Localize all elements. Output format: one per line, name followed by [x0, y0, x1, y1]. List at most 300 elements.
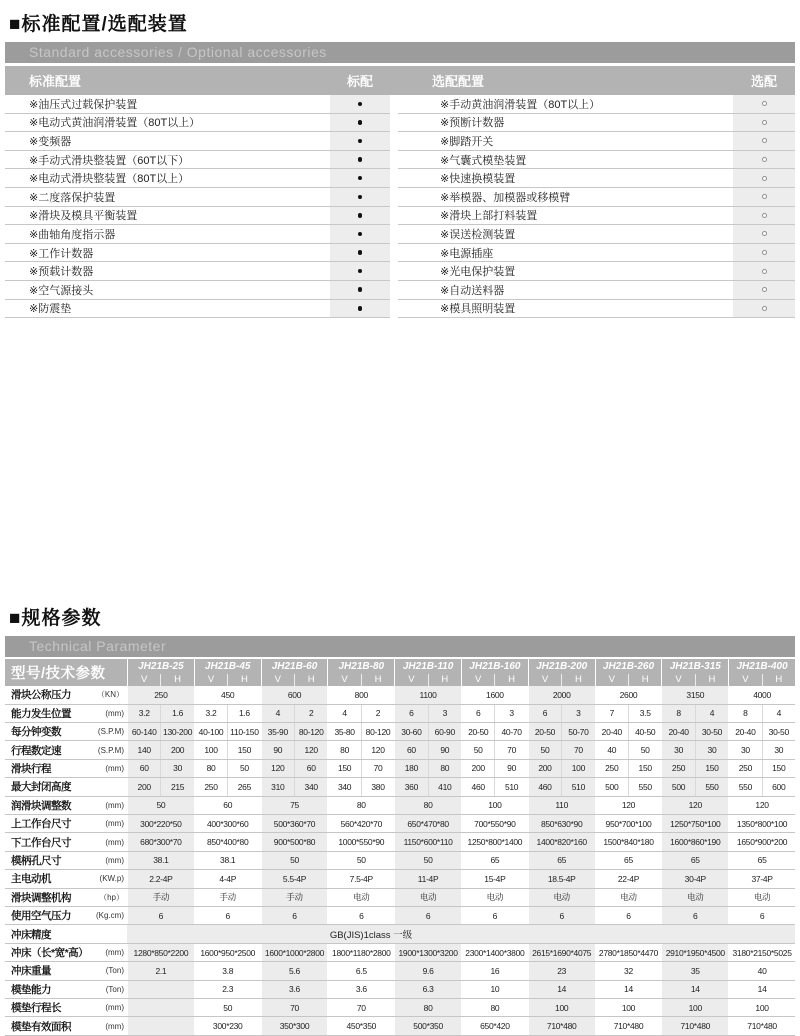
optional-item-row	[398, 225, 795, 244]
optional-mark-cell	[733, 207, 795, 225]
spec-row-label-cell	[5, 723, 127, 740]
value-cell: 6	[225, 910, 230, 921]
subcolumn-label: H	[762, 674, 795, 686]
model-value-block	[261, 907, 328, 924]
optional-item-row	[398, 281, 795, 300]
optional-item-row	[398, 244, 795, 263]
value-cell: 6	[359, 910, 364, 921]
optional-item-label: ※手动黄油润滑装置（80T以上）	[440, 98, 601, 111]
standard-mark-cell	[330, 169, 390, 187]
model-value-block	[661, 944, 728, 961]
model-value-block	[461, 870, 528, 887]
value-cell: 2910*1950*4500	[665, 947, 725, 958]
value-cell: 38.1	[153, 855, 169, 866]
value-cell-v: 7	[609, 708, 614, 719]
standard-item-label: ※滑块及模具平衡装置	[29, 210, 138, 223]
spec-row-label-cell	[5, 925, 127, 942]
model-value-block	[194, 962, 261, 979]
standard-item-row	[5, 188, 390, 207]
model-value-block	[528, 889, 595, 906]
value-cell: 1600	[486, 689, 504, 700]
model-value-block	[394, 723, 461, 740]
standard-items-list	[5, 95, 390, 318]
value-cell-h: 30	[695, 741, 728, 758]
spec-row	[5, 944, 795, 962]
value-cell: 100	[688, 1002, 702, 1013]
value-cell-h: 200	[160, 741, 193, 758]
value-cell: 6	[158, 910, 164, 921]
value-cell-h: 265	[227, 778, 260, 795]
model-value-block	[261, 1017, 328, 1034]
model-column-header	[394, 659, 461, 686]
spec-row-unit: (Ton)	[105, 984, 124, 994]
model-value-block	[661, 797, 728, 814]
model-value-block	[595, 686, 662, 703]
value-cell: 2000	[552, 689, 571, 700]
standard-item-row	[5, 95, 390, 114]
model-value-block	[127, 815, 194, 832]
value-cell-v: 80	[340, 745, 350, 756]
standard-mark-cell	[330, 300, 390, 318]
model-value-block	[127, 741, 194, 758]
model-value-block	[595, 889, 662, 906]
model-value-block	[461, 944, 528, 961]
model-name-label: JH21B-110	[402, 661, 454, 673]
value-cell: 600	[287, 689, 302, 700]
standard-dot-icon	[358, 213, 363, 218]
model-value-block	[261, 999, 328, 1016]
standard-mark-cell	[330, 188, 390, 206]
spec-row	[5, 999, 795, 1017]
value-cell: 电动	[687, 892, 704, 903]
value-cell-h: 3	[428, 705, 461, 722]
value-cell-v: 550	[738, 781, 753, 792]
model-value-block	[661, 760, 728, 777]
value-cell-v: 20-50	[534, 726, 556, 737]
optional-item-label: ※光电保护装置	[440, 266, 516, 279]
value-cell: 1280*850*2200	[133, 947, 189, 958]
optional-mark-cell	[733, 281, 795, 299]
model-value-block	[394, 944, 461, 961]
standard-item-label: ※空气源接头	[29, 284, 94, 297]
value-cell: 7.5-4P	[349, 873, 373, 884]
spec-row	[5, 907, 795, 925]
spec-row-label-cell	[5, 741, 127, 758]
subcolumn-label: V	[408, 674, 415, 686]
value-cell-h: 120	[361, 741, 394, 758]
value-cell-h: 90	[494, 760, 527, 777]
value-cell-v: 250	[671, 763, 686, 774]
value-cell: 1600*1000*2800	[264, 947, 325, 958]
optional-item-row	[398, 188, 795, 207]
optional-item-label: ※快速换模装置	[440, 173, 516, 186]
optional-mark-cell	[733, 244, 795, 262]
standard-dot-icon	[358, 102, 363, 107]
model-column-header	[327, 659, 394, 686]
model-value-block	[528, 686, 595, 703]
optional-circle-icon	[762, 120, 767, 125]
optional-circle-icon	[762, 287, 767, 292]
model-value-block	[327, 705, 394, 722]
value-cell: 1800*1180*2800	[332, 947, 391, 958]
spec-row-label-cell	[5, 1017, 127, 1034]
optional-circle-icon	[762, 306, 767, 311]
spec-row-label-cell	[5, 944, 127, 961]
value-cell: 1900*1300*3200	[398, 947, 458, 958]
value-cell-v: 40-100	[198, 726, 224, 737]
value-cell-v: 60	[139, 763, 149, 774]
model-value-block	[394, 760, 461, 777]
model-value-block	[194, 889, 261, 906]
vh-subheader	[262, 674, 328, 686]
spec-row-label: 滑块公称压力	[11, 689, 71, 702]
spec-row-label-cell	[5, 962, 127, 979]
value-cell: 65	[624, 855, 633, 866]
model-value-block	[327, 889, 394, 906]
model-value-block	[261, 760, 328, 777]
value-cell-h: 3	[494, 705, 527, 722]
value-cell-h: 90	[428, 741, 461, 758]
value-cell: 14	[757, 984, 767, 995]
value-cell: 450	[221, 689, 235, 700]
value-cell: 1600*860*190	[670, 837, 721, 848]
optional-mark-header: 选配	[750, 74, 777, 89]
vh-subheader	[462, 674, 528, 686]
spec-row-label: 主电动机	[11, 873, 51, 886]
value-cell: 18.5-4P	[547, 873, 576, 884]
spec-row	[5, 870, 795, 888]
model-value-block	[261, 797, 328, 814]
standard-item-row	[5, 262, 390, 281]
spec-row-unit: (mm)	[105, 948, 124, 958]
value-cell-h: 3.5	[628, 705, 661, 722]
value-cell: 2300*1400*3800	[465, 947, 525, 958]
value-cell: 37-4P	[751, 873, 773, 884]
model-value-block	[595, 741, 662, 758]
model-value-block	[127, 962, 194, 979]
spec-row-unit: （hp）	[99, 892, 124, 902]
model-value-block	[127, 981, 194, 998]
value-cell-h: 50-70	[561, 723, 594, 740]
value-cell: 5.6	[289, 965, 300, 976]
model-value-block	[194, 870, 261, 887]
spec-row-values	[127, 778, 795, 795]
model-value-block	[728, 1017, 795, 1034]
value-cell-v: 40	[607, 745, 617, 756]
value-cell: 14	[624, 984, 633, 995]
model-value-block	[461, 889, 528, 906]
model-value-block	[327, 907, 394, 924]
model-column-header	[528, 659, 595, 686]
value-cell: 2615*1690*4075	[532, 947, 592, 958]
model-value-block	[728, 686, 795, 703]
value-cell: 3.8	[222, 965, 234, 976]
model-value-block	[261, 705, 328, 722]
model-value-block	[595, 705, 662, 722]
value-cell: 650*470*80	[407, 818, 449, 829]
standard-mark-cell	[330, 132, 390, 150]
standard-item-row	[5, 114, 390, 133]
value-cell: 2780*1850*4470	[598, 947, 659, 958]
model-value-block	[261, 815, 328, 832]
model-value-block	[528, 999, 595, 1016]
model-value-block	[595, 962, 662, 979]
optional-mark-cell	[733, 188, 795, 206]
spec-row-values	[127, 833, 795, 850]
model-value-block	[595, 852, 662, 869]
model-value-block	[394, 741, 461, 758]
value-cell: 6	[425, 910, 431, 921]
value-cell: 4-4P	[219, 873, 237, 884]
spec-row	[5, 981, 795, 999]
value-cell: 30-4P	[684, 873, 706, 884]
optional-circle-icon	[762, 138, 767, 143]
model-value-block	[194, 778, 261, 795]
value-cell: 32	[624, 965, 633, 976]
optional-circle-icon	[762, 250, 767, 255]
value-cell	[128, 981, 194, 998]
spec-row-label: 每分钟变数	[11, 726, 61, 739]
optional-item-row	[398, 95, 795, 114]
model-value-block	[327, 815, 394, 832]
model-value-block	[595, 907, 662, 924]
optional-circle-icon	[762, 157, 767, 162]
model-name-label: JH21B-200	[536, 661, 588, 673]
model-value-block	[728, 705, 795, 722]
value-cell: 500*360*70	[273, 818, 316, 829]
subcolumn-label: V	[207, 674, 215, 686]
spec-row-label: 使用空气压力	[11, 910, 71, 923]
model-value-block	[461, 999, 528, 1016]
model-value-block	[327, 797, 394, 814]
value-cell-v: 8	[676, 708, 681, 719]
standard-item-row	[5, 132, 390, 151]
model-value-block	[595, 833, 662, 850]
value-cell: 2.2-4P	[149, 873, 173, 884]
value-cell: 1150*600*110	[403, 837, 453, 848]
value-cell-h: 50	[227, 760, 260, 777]
spec-row-label: 模垫有效面积	[11, 1020, 71, 1033]
value-cell-h: 1.6	[160, 705, 193, 722]
spec-row	[5, 1017, 795, 1035]
vh-subheader	[662, 674, 728, 686]
standard-item-label: ※二度落保护装置	[29, 191, 116, 204]
model-column-header	[595, 659, 662, 686]
spec-row-label: 最大封闭高度	[11, 781, 71, 794]
value-cell: 14	[557, 984, 567, 995]
spec-row-label: 能力发生位置	[11, 707, 71, 720]
spec-row-label-cell	[5, 815, 127, 832]
value-cell-v: 460	[471, 781, 485, 792]
model-value-block	[261, 981, 328, 998]
value-cell-v: 4	[275, 708, 281, 719]
spec-row	[5, 833, 795, 851]
value-cell: 850*400*80	[206, 837, 249, 848]
model-value-block	[261, 944, 328, 961]
model-name-label: JH21B-260	[602, 661, 655, 673]
optional-circle-icon	[762, 269, 767, 274]
standard-mark-cell	[330, 207, 390, 225]
standard-dot-icon	[358, 195, 363, 200]
model-value-block	[728, 981, 795, 998]
value-cell: 65	[757, 855, 767, 866]
model-value-block	[194, 705, 261, 722]
standard-item-label: ※变频器	[29, 135, 72, 148]
value-cell: 65	[690, 855, 700, 866]
optional-item-label: ※气囊式模垫装置	[440, 154, 527, 167]
model-column-header	[194, 659, 261, 686]
value-cell: 22-4P	[617, 873, 640, 884]
value-cell: 1250*750*100	[670, 818, 721, 829]
standard-mark-cell	[330, 95, 390, 113]
value-cell-h: 410	[428, 778, 461, 795]
spec-row-label-cell	[5, 999, 127, 1016]
standard-item-label: ※防震垫	[29, 303, 72, 316]
model-value-block	[528, 723, 595, 740]
standard-mark-cell	[330, 244, 390, 262]
model-name-label: JH21B-60	[271, 661, 318, 673]
spec-row	[5, 778, 795, 796]
standard-dot-icon	[358, 269, 363, 274]
value-cell: 70	[290, 1002, 299, 1013]
model-value-block	[261, 962, 328, 979]
model-value-block	[327, 1017, 394, 1034]
value-cell: 450*350	[346, 1021, 377, 1032]
value-cell-v: 120	[271, 763, 285, 774]
model-value-block	[394, 870, 461, 887]
model-value-block	[194, 907, 261, 924]
standard-item-row	[5, 281, 390, 300]
spec-row-values	[127, 760, 795, 777]
optional-circle-icon	[762, 101, 767, 106]
spec-row-values	[127, 925, 795, 942]
value-cell: 850*630*90	[540, 818, 583, 829]
vh-subheader	[128, 674, 194, 686]
standard-item-label: ※油压式过载保护装置	[29, 98, 138, 111]
value-cell: 700*550*90	[474, 818, 516, 829]
accessories-subtitle-bar: Standard accessories / Optional accessories	[5, 42, 795, 63]
model-value-block	[461, 815, 528, 832]
model-value-block	[194, 981, 261, 998]
accessories-title: ■标准配置/选配装置	[9, 14, 188, 35]
value-cell-v: 250	[204, 781, 218, 792]
subcolumn-label: H	[160, 674, 193, 686]
spec-row	[5, 686, 795, 704]
model-value-block	[327, 778, 394, 795]
value-cell-v: 200	[137, 781, 151, 792]
model-value-block	[661, 999, 728, 1016]
model-value-block	[394, 981, 461, 998]
value-cell-h: 80-120	[294, 723, 327, 740]
value-cell: 50	[156, 800, 166, 811]
value-cell: 100	[555, 1002, 569, 1013]
model-value-block	[728, 760, 795, 777]
value-cell: 1400*820*160	[536, 837, 587, 848]
subcolumn-label: V	[742, 674, 749, 686]
standard-item-label: ※电动式黄油润滑装置（80T以上）	[29, 117, 201, 130]
standard-item-row	[5, 300, 390, 319]
model-value-block	[394, 999, 461, 1016]
model-value-block	[661, 907, 728, 924]
spec-row	[5, 705, 795, 723]
spec-row-label: 冲床精度	[11, 928, 51, 941]
vh-subheader	[729, 674, 795, 686]
spec-row-values	[127, 999, 795, 1016]
optional-mark-cell	[733, 300, 795, 318]
model-name-label: JH21B-160	[469, 661, 521, 673]
value-cell-h: 60-90	[428, 723, 461, 740]
spec-row-label: 冲床（长*宽*高）	[11, 947, 89, 960]
optional-item-label: ※误送检测装置	[440, 228, 516, 241]
value-cell: 710*480	[680, 1021, 711, 1032]
spec-row-label: 润滑块调整数	[11, 799, 71, 812]
value-cell-h: 50	[628, 741, 661, 758]
spec-row-values	[127, 723, 795, 740]
value-cell-h: 130-200	[160, 723, 193, 740]
model-value-block	[461, 962, 528, 979]
value-cell: 100	[755, 1002, 769, 1013]
spec-row-unit: (mm)	[105, 800, 124, 810]
spec-row-label-cell	[5, 686, 127, 703]
specs-section	[5, 594, 795, 1036]
value-cell: 6	[759, 910, 765, 921]
model-value-block	[127, 907, 194, 924]
spec-row-label-cell	[5, 797, 127, 814]
spec-row-label-cell	[5, 833, 127, 850]
value-cell-v: 340	[337, 781, 352, 792]
value-cell: 3150	[686, 689, 705, 700]
standard-dot-icon	[358, 306, 363, 311]
subcolumn-label: V	[341, 674, 348, 686]
specs-subtitle-bar: Technical Parameter	[5, 636, 795, 657]
optional-mark-cell	[733, 151, 795, 169]
value-cell-h: 40-50	[628, 723, 661, 740]
spec-row	[5, 852, 795, 870]
model-value-block	[461, 1017, 528, 1034]
value-cell: 1000*550*90	[338, 837, 385, 848]
model-value-block	[194, 686, 261, 703]
spec-row	[5, 889, 795, 907]
standard-mark-header: 标配	[346, 74, 373, 89]
value-cell: 70	[356, 1002, 366, 1013]
value-cell-v: 150	[337, 763, 352, 774]
subcolumn-label: H	[428, 674, 461, 686]
value-cell-v: 500	[605, 781, 619, 792]
standard-mark-cell	[330, 281, 390, 299]
spec-row-unit: (Ton)	[105, 966, 124, 976]
model-value-block	[127, 833, 194, 850]
precision-merged-cell: GB(JIS)1class 一级	[127, 925, 795, 942]
accessories-section	[5, 0, 795, 318]
value-cell-h: 380	[361, 778, 394, 795]
value-cell-h: 30-50	[762, 723, 795, 740]
model-value-block	[394, 833, 461, 850]
spec-row-unit: （KN）	[96, 690, 124, 700]
value-cell-v: 6	[542, 708, 548, 719]
model-value-block	[728, 944, 795, 961]
spec-row	[5, 760, 795, 778]
standard-item-label: ※电动式滑块整装置（80T以上）	[29, 173, 190, 186]
model-value-block	[461, 981, 528, 998]
standard-mark-cell	[330, 262, 390, 280]
spec-row-values	[127, 981, 795, 998]
model-value-block	[528, 778, 595, 795]
optional-circle-icon	[762, 231, 767, 236]
spec-row-label-cell	[5, 870, 127, 887]
value-cell: 5.5-4P	[282, 873, 307, 884]
spec-row-unit: (S.P.M)	[97, 727, 124, 737]
model-value-block	[528, 760, 595, 777]
